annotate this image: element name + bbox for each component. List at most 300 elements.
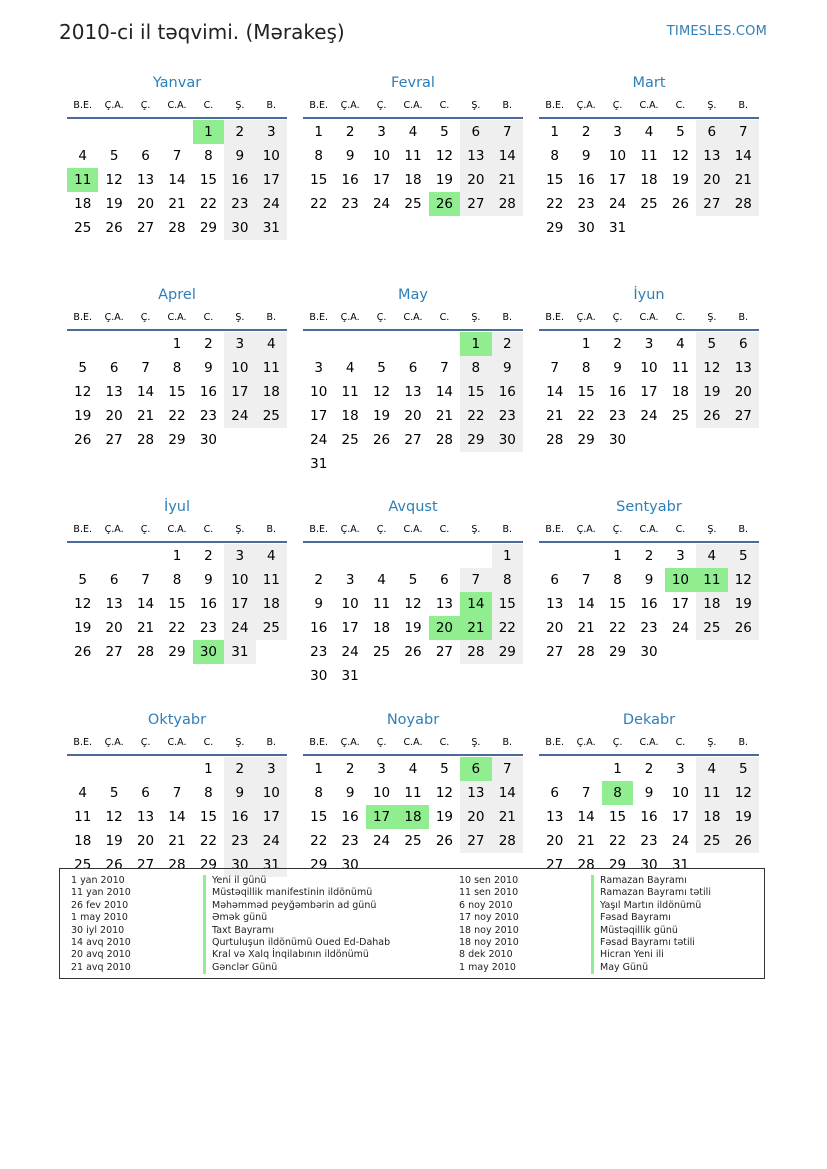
day-cell[interactable]: 12 (105, 809, 123, 825)
day-cell[interactable]: 14 (577, 809, 595, 825)
day-cell[interactable]: 20 (429, 616, 460, 640)
day-cell[interactable]: 9 (345, 148, 355, 164)
day-cell[interactable]: 15 (168, 596, 186, 612)
day-cell[interactable]: 5 (78, 360, 87, 376)
day-cell[interactable]: 3 (676, 761, 685, 777)
day-cell[interactable]: 18 (404, 172, 422, 188)
day-cell[interactable]: 15 (199, 809, 218, 825)
day-cell[interactable]: 26 (435, 833, 454, 849)
day-cell[interactable]: 30 (199, 432, 218, 448)
day-cell[interactable]: 8 (460, 356, 491, 380)
day-cell[interactable]: 14 (460, 592, 491, 616)
day-cell[interactable]: 4 (78, 148, 87, 164)
day-cell[interactable]: 23 (224, 192, 255, 216)
day-cell[interactable]: 10 (256, 144, 287, 168)
day-cell[interactable]: 27 (136, 857, 155, 873)
day-cell[interactable]: 23 (341, 196, 359, 212)
day-cell[interactable]: 6 (728, 332, 759, 356)
day-cell[interactable]: 3 (256, 757, 287, 781)
day-cell[interactable]: 22 (310, 196, 328, 212)
day-cell[interactable]: 20 (546, 620, 564, 636)
day-cell[interactable]: 2 (644, 761, 654, 777)
day-cell[interactable]: 18 (372, 620, 391, 636)
day-cell[interactable]: 12 (435, 148, 454, 164)
day-cell[interactable]: 11 (640, 148, 658, 164)
day-cell[interactable]: 21 (435, 408, 454, 424)
day-cell[interactable]: 25 (341, 432, 359, 448)
day-cell[interactable]: 6 (550, 572, 559, 588)
day-cell[interactable]: 28 (168, 857, 186, 873)
day-cell[interactable]: 23 (310, 644, 328, 660)
day-cell[interactable]: 19 (404, 620, 422, 636)
day-cell[interactable]: 12 (105, 172, 123, 188)
day-cell[interactable]: 9 (224, 144, 255, 168)
day-cell[interactable]: 30 (640, 644, 658, 660)
day-cell[interactable]: 3 (224, 332, 255, 356)
day-cell[interactable]: 8 (204, 148, 213, 164)
day-cell[interactable]: 15 (168, 384, 186, 400)
day-cell[interactable]: 6 (141, 148, 150, 164)
day-cell[interactable]: 15 (460, 380, 491, 404)
day-cell[interactable]: 3 (377, 761, 386, 777)
day-cell[interactable]: 25 (696, 829, 727, 853)
day-cell[interactable]: 14 (546, 384, 564, 400)
day-cell[interactable]: 11 (67, 168, 98, 192)
day-cell[interactable]: 5 (676, 124, 685, 140)
day-cell[interactable]: 24 (310, 432, 328, 448)
day-cell[interactable]: 1 (193, 120, 224, 144)
day-cell[interactable]: 25 (74, 857, 92, 873)
day-cell[interactable]: 5 (408, 572, 418, 588)
day-cell[interactable]: 22 (168, 408, 186, 424)
day-cell[interactable]: 2 (492, 332, 523, 356)
day-cell[interactable]: 19 (105, 196, 123, 212)
day-cell[interactable]: 26 (105, 220, 123, 236)
day-cell[interactable]: 4 (408, 761, 418, 777)
day-cell[interactable]: 21 (728, 168, 759, 192)
day-cell[interactable]: 22 (608, 620, 627, 636)
day-cell[interactable]: 26 (105, 857, 123, 873)
day-cell[interactable]: 17 (224, 592, 255, 616)
day-cell[interactable]: 25 (256, 404, 287, 428)
day-cell[interactable]: 28 (136, 432, 155, 448)
day-cell[interactable]: 12 (372, 384, 391, 400)
day-cell[interactable]: 22 (168, 620, 186, 636)
day-cell[interactable]: 26 (372, 432, 391, 448)
day-cell[interactable]: 10 (310, 384, 328, 400)
day-cell[interactable]: 2 (613, 336, 622, 352)
day-cell[interactable]: 24 (256, 829, 287, 853)
day-cell[interactable]: 29 (310, 857, 328, 873)
day-cell[interactable]: 16 (640, 809, 658, 825)
day-cell[interactable]: 17 (671, 596, 690, 612)
day-cell[interactable]: 19 (671, 172, 690, 188)
day-cell[interactable]: 17 (256, 805, 287, 829)
day-cell[interactable]: 7 (581, 572, 591, 588)
day-cell[interactable]: 28 (492, 192, 523, 216)
day-cell[interactable]: 4 (377, 572, 386, 588)
day-cell[interactable]: 16 (199, 596, 218, 612)
day-cell[interactable]: 28 (168, 220, 186, 236)
day-cell[interactable]: 30 (341, 857, 359, 873)
day-cell[interactable]: 20 (728, 380, 759, 404)
day-cell[interactable]: 20 (136, 196, 155, 212)
day-cell[interactable]: 13 (728, 356, 759, 380)
day-cell[interactable]: 26 (429, 192, 460, 216)
day-cell[interactable]: 27 (460, 829, 491, 853)
day-cell[interactable]: 21 (492, 168, 523, 192)
day-cell[interactable]: 28 (577, 857, 595, 873)
day-cell[interactable]: 19 (435, 809, 454, 825)
day-cell[interactable]: 4 (256, 332, 287, 356)
day-cell[interactable]: 22 (577, 408, 595, 424)
day-cell[interactable]: 20 (105, 620, 123, 636)
day-cell[interactable]: 20 (460, 805, 491, 829)
day-cell[interactable]: 8 (581, 360, 591, 376)
day-cell[interactable]: 10 (224, 356, 255, 380)
day-cell[interactable]: 30 (310, 668, 328, 684)
day-cell[interactable]: 14 (136, 384, 155, 400)
day-cell[interactable]: 2 (204, 548, 213, 564)
day-cell[interactable]: 30 (608, 432, 627, 448)
day-cell[interactable]: 4 (696, 757, 727, 781)
day-cell[interactable]: 1 (172, 336, 182, 352)
day-cell[interactable]: 26 (74, 644, 92, 660)
day-cell[interactable]: 19 (105, 833, 123, 849)
day-cell[interactable]: 28 (546, 432, 564, 448)
day-cell[interactable]: 4 (696, 544, 727, 568)
day-cell[interactable]: 3 (224, 544, 255, 568)
day-cell[interactable]: 18 (256, 380, 287, 404)
day-cell[interactable]: 7 (440, 360, 449, 376)
day-cell[interactable]: 14 (168, 809, 186, 825)
day-cell[interactable]: 15 (608, 596, 627, 612)
day-cell[interactable]: 21 (546, 408, 564, 424)
day-cell[interactable]: 26 (728, 829, 759, 853)
day-cell[interactable]: 22 (460, 404, 491, 428)
day-cell[interactable]: 12 (74, 596, 92, 612)
day-cell[interactable]: 10 (341, 596, 359, 612)
day-cell[interactable]: 15 (546, 172, 564, 188)
day-cell[interactable]: 6 (550, 785, 559, 801)
day-cell[interactable]: 16 (341, 172, 359, 188)
day-cell[interactable]: 5 (109, 148, 119, 164)
day-cell[interactable]: 2 (581, 124, 591, 140)
day-cell[interactable]: 12 (74, 384, 92, 400)
day-cell[interactable]: 21 (460, 616, 491, 640)
day-cell[interactable]: 13 (105, 384, 123, 400)
day-cell[interactable]: 8 (613, 572, 622, 588)
day-cell[interactable]: 16 (492, 380, 523, 404)
day-cell[interactable]: 5 (728, 544, 759, 568)
day-cell[interactable]: 23 (640, 833, 658, 849)
day-cell[interactable]: 27 (404, 432, 422, 448)
day-cell[interactable]: 24 (640, 408, 658, 424)
day-cell[interactable]: 14 (136, 596, 155, 612)
day-cell[interactable]: 12 (728, 568, 759, 592)
day-cell[interactable]: 21 (577, 620, 595, 636)
day-cell[interactable]: 28 (577, 644, 595, 660)
day-cell[interactable]: 29 (492, 640, 523, 664)
day-cell[interactable]: 3 (345, 572, 355, 588)
day-cell[interactable]: 26 (74, 432, 92, 448)
day-cell[interactable]: 31 (608, 220, 627, 236)
day-cell[interactable]: 24 (608, 196, 627, 212)
day-cell[interactable]: 31 (310, 456, 328, 472)
day-cell[interactable]: 12 (404, 596, 422, 612)
day-cell[interactable]: 1 (550, 124, 559, 140)
day-cell[interactable]: 29 (199, 857, 218, 873)
day-cell[interactable]: 12 (728, 781, 759, 805)
day-cell[interactable]: 6 (141, 785, 150, 801)
day-cell[interactable]: 7 (581, 785, 591, 801)
day-cell[interactable]: 18 (341, 408, 359, 424)
day-cell[interactable]: 26 (671, 196, 690, 212)
day-cell[interactable]: 18 (640, 172, 658, 188)
day-cell[interactable]: 15 (608, 809, 627, 825)
day-cell[interactable]: 11 (404, 785, 422, 801)
day-cell[interactable]: 18 (696, 805, 727, 829)
day-cell[interactable]: 8 (204, 785, 213, 801)
day-cell[interactable]: 5 (696, 332, 727, 356)
day-cell[interactable]: 4 (78, 785, 87, 801)
day-cell[interactable]: 27 (460, 192, 491, 216)
day-cell[interactable]: 4 (256, 544, 287, 568)
day-cell[interactable]: 3 (676, 548, 685, 564)
day-cell[interactable]: 9 (314, 596, 323, 612)
day-cell[interactable]: 24 (671, 833, 690, 849)
day-cell[interactable]: 10 (372, 148, 391, 164)
day-cell[interactable]: 13 (105, 596, 123, 612)
day-cell[interactable]: 11 (74, 809, 92, 825)
day-cell[interactable]: 23 (199, 408, 218, 424)
day-cell[interactable]: 22 (199, 196, 218, 212)
day-cell[interactable]: 19 (728, 805, 759, 829)
day-cell[interactable]: 19 (696, 380, 727, 404)
day-cell[interactable]: 31 (671, 857, 690, 873)
day-cell[interactable]: 31 (341, 668, 359, 684)
day-cell[interactable]: 16 (341, 809, 359, 825)
day-cell[interactable]: 30 (224, 216, 255, 240)
day-cell[interactable]: 11 (341, 384, 359, 400)
day-cell[interactable]: 14 (728, 144, 759, 168)
day-cell[interactable]: 20 (404, 408, 422, 424)
day-cell[interactable]: 23 (608, 408, 627, 424)
day-cell[interactable]: 16 (199, 384, 218, 400)
day-cell[interactable]: 15 (577, 384, 595, 400)
day-cell[interactable]: 5 (78, 572, 87, 588)
day-cell[interactable]: 15 (310, 809, 328, 825)
day-cell[interactable]: 7 (492, 757, 523, 781)
day-cell[interactable]: 13 (546, 809, 564, 825)
day-cell[interactable]: 29 (608, 857, 627, 873)
day-cell[interactable]: 7 (141, 572, 150, 588)
day-cell[interactable]: 18 (671, 384, 690, 400)
day-cell[interactable]: 9 (492, 356, 523, 380)
day-cell[interactable]: 26 (404, 644, 422, 660)
day-cell[interactable]: 23 (199, 620, 218, 636)
day-cell[interactable]: 30 (577, 220, 595, 236)
day-cell[interactable]: 2 (644, 548, 654, 564)
day-cell[interactable]: 7 (172, 785, 182, 801)
day-cell[interactable]: 2 (345, 761, 355, 777)
day-cell[interactable]: 1 (581, 336, 591, 352)
day-cell[interactable]: 7 (172, 148, 182, 164)
day-cell[interactable]: 11 (256, 568, 287, 592)
day-cell[interactable]: 29 (577, 432, 595, 448)
day-cell[interactable]: 17 (372, 172, 391, 188)
day-cell[interactable]: 29 (168, 644, 186, 660)
day-cell[interactable]: 3 (256, 120, 287, 144)
day-cell[interactable]: 27 (546, 857, 564, 873)
day-cell[interactable]: 19 (372, 408, 391, 424)
day-cell[interactable]: 7 (141, 360, 150, 376)
day-cell[interactable]: 14 (492, 781, 523, 805)
day-cell[interactable]: 25 (404, 833, 422, 849)
day-cell[interactable]: 10 (671, 785, 690, 801)
day-cell[interactable]: 8 (172, 360, 182, 376)
day-cell[interactable]: 21 (136, 620, 155, 636)
day-cell[interactable]: 23 (577, 196, 595, 212)
day-cell[interactable]: 29 (199, 220, 218, 236)
day-cell[interactable]: 2 (224, 120, 255, 144)
day-cell[interactable]: 3 (377, 124, 386, 140)
day-cell[interactable]: 24 (256, 192, 287, 216)
day-cell[interactable]: 9 (644, 785, 654, 801)
day-cell[interactable]: 28 (136, 644, 155, 660)
day-cell[interactable]: 26 (696, 404, 727, 428)
day-cell[interactable]: 16 (608, 384, 627, 400)
day-cell[interactable]: 3 (644, 336, 654, 352)
day-cell[interactable]: 5 (440, 124, 449, 140)
day-cell[interactable]: 10 (640, 360, 658, 376)
day-cell[interactable]: 30 (193, 640, 224, 664)
day-cell[interactable]: 14 (435, 384, 454, 400)
day-cell[interactable]: 15 (310, 172, 328, 188)
day-cell[interactable]: 4 (644, 124, 654, 140)
day-cell[interactable]: 7 (728, 120, 759, 144)
day-cell[interactable]: 22 (546, 196, 564, 212)
day-cell[interactable]: 14 (577, 596, 595, 612)
day-cell[interactable]: 9 (345, 785, 355, 801)
day-cell[interactable]: 14 (168, 172, 186, 188)
day-cell[interactable]: 17 (341, 620, 359, 636)
day-cell[interactable]: 7 (492, 120, 523, 144)
day-cell[interactable]: 17 (256, 168, 287, 192)
day-cell[interactable]: 11 (696, 781, 727, 805)
day-cell[interactable]: 5 (109, 785, 119, 801)
day-cell[interactable]: 29 (460, 428, 491, 452)
day-cell[interactable]: 10 (372, 785, 391, 801)
day-cell[interactable]: 19 (728, 592, 759, 616)
day-cell[interactable]: 23 (341, 833, 359, 849)
day-cell[interactable]: 19 (435, 172, 454, 188)
day-cell[interactable]: 31 (256, 853, 287, 877)
day-cell[interactable]: 11 (256, 356, 287, 380)
day-cell[interactable]: 16 (640, 596, 658, 612)
day-cell[interactable]: 1 (314, 761, 323, 777)
day-cell[interactable]: 22 (310, 833, 328, 849)
day-cell[interactable]: 25 (404, 196, 422, 212)
day-cell[interactable]: 25 (696, 616, 727, 640)
day-cell[interactable]: 20 (105, 408, 123, 424)
day-cell[interactable]: 28 (435, 432, 454, 448)
day-cell[interactable]: 25 (372, 644, 391, 660)
day-cell[interactable]: 22 (608, 833, 627, 849)
day-cell[interactable]: 17 (640, 384, 658, 400)
day-cell[interactable]: 25 (671, 408, 690, 424)
day-cell[interactable]: 18 (74, 833, 92, 849)
day-cell[interactable]: 8 (492, 568, 523, 592)
day-cell[interactable]: 25 (640, 196, 658, 212)
day-cell[interactable]: 27 (546, 644, 564, 660)
day-cell[interactable]: 27 (696, 192, 727, 216)
day-cell[interactable]: 21 (577, 833, 595, 849)
day-cell[interactable]: 9 (204, 360, 213, 376)
day-cell[interactable]: 24 (671, 620, 690, 636)
day-cell[interactable]: 6 (408, 360, 418, 376)
day-cell[interactable]: 8 (314, 785, 323, 801)
day-cell[interactable]: 21 (168, 833, 186, 849)
day-cell[interactable]: 26 (728, 616, 759, 640)
day-cell[interactable]: 31 (224, 640, 255, 664)
day-cell[interactable]: 16 (224, 805, 255, 829)
day-cell[interactable]: 31 (256, 216, 287, 240)
day-cell[interactable]: 13 (435, 596, 454, 612)
day-cell[interactable]: 8 (602, 781, 633, 805)
day-cell[interactable]: 8 (314, 148, 323, 164)
day-cell[interactable]: 24 (224, 404, 255, 428)
day-cell[interactable]: 1 (314, 124, 323, 140)
day-cell[interactable]: 22 (199, 833, 218, 849)
day-cell[interactable]: 17 (608, 172, 627, 188)
day-cell[interactable]: 17 (310, 408, 328, 424)
day-cell[interactable]: 28 (728, 192, 759, 216)
day-cell[interactable]: 1 (204, 761, 213, 777)
day-cell[interactable]: 29 (608, 644, 627, 660)
day-cell[interactable]: 1 (492, 544, 523, 568)
day-cell[interactable]: 14 (492, 144, 523, 168)
day-cell[interactable]: 6 (109, 360, 119, 376)
day-cell[interactable]: 24 (224, 616, 255, 640)
day-cell[interactable]: 6 (109, 572, 119, 588)
day-cell[interactable]: 7 (460, 568, 491, 592)
day-cell[interactable]: 2 (345, 124, 355, 140)
day-cell[interactable]: 2 (224, 757, 255, 781)
day-cell[interactable]: 10 (256, 781, 287, 805)
day-cell[interactable]: 27 (105, 644, 123, 660)
day-cell[interactable]: 27 (435, 644, 454, 660)
day-cell[interactable]: 29 (168, 432, 186, 448)
day-cell[interactable]: 13 (460, 144, 491, 168)
day-cell[interactable]: 10 (665, 568, 696, 592)
day-cell[interactable]: 13 (696, 144, 727, 168)
day-cell[interactable]: 18 (256, 592, 287, 616)
day-cell[interactable]: 24 (341, 644, 359, 660)
day-cell[interactable]: 4 (676, 336, 685, 352)
day-cell[interactable]: 9 (581, 148, 591, 164)
day-cell[interactable]: 5 (440, 761, 449, 777)
day-cell[interactable]: 9 (204, 572, 213, 588)
day-cell[interactable]: 17 (671, 809, 690, 825)
day-cell[interactable]: 11 (696, 568, 727, 592)
day-cell[interactable]: 11 (372, 596, 391, 612)
day-cell[interactable]: 1 (613, 548, 622, 564)
day-cell[interactable]: 3 (314, 360, 323, 376)
day-cell[interactable]: 21 (168, 196, 186, 212)
day-cell[interactable]: 6 (460, 120, 491, 144)
day-cell[interactable]: 19 (74, 620, 92, 636)
